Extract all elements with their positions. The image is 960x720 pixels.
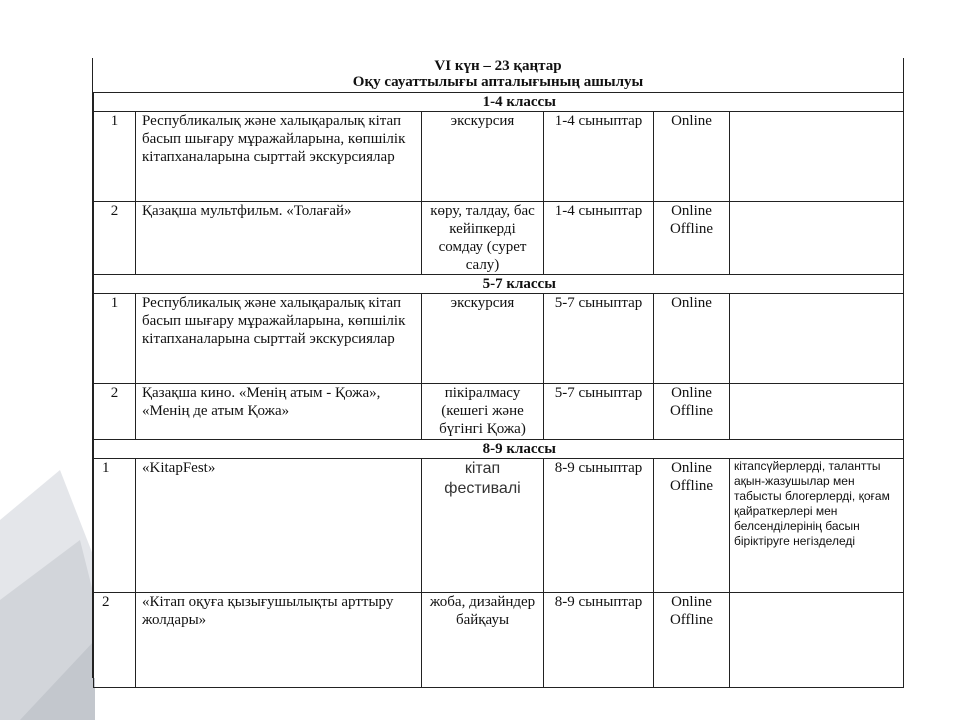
section-header-row bbox=[94, 440, 904, 459]
event-grades: 1-4 сыныптар bbox=[544, 112, 654, 202]
event-name: Қазақша мультфильм. «Толағай» bbox=[136, 202, 422, 275]
event-mode: Online Offline bbox=[654, 202, 730, 275]
event-form: пікіралмасу (кешегі және бүгінгі Қожа) bbox=[422, 384, 544, 440]
event-mode: Online bbox=[654, 294, 730, 384]
event-grades: 5-7 сыныптар bbox=[544, 294, 654, 384]
event-form: көру, талдау, бас кейіпкерді сомдау (сурет салу) bbox=[422, 202, 544, 275]
table-row bbox=[94, 593, 904, 688]
section-header-row bbox=[94, 93, 904, 112]
event-mode: Online bbox=[654, 112, 730, 202]
section-header-row bbox=[94, 275, 904, 294]
table-row bbox=[94, 459, 904, 593]
event-grades: 8-9 сыныптар bbox=[544, 593, 654, 688]
section-title: 5-7 классы bbox=[136, 275, 904, 294]
event-mode: Online Offline bbox=[654, 459, 730, 593]
section-spacer bbox=[94, 275, 136, 294]
event-note: кітапсүйерлерді, талантты ақын-жазушылар мен табысты блогерлерді, қоғам қайраткерлері мен белсенділерінің басын біріктіруге негізделеді bbox=[730, 459, 904, 593]
row-number: 1 bbox=[94, 294, 136, 384]
event-name: Республикалық және халықаралық кітап басып шығару мұражайларына, көпшілік кітапханаларына сырттай экскурсиялар bbox=[136, 112, 422, 202]
event-mode: Online Offline bbox=[654, 593, 730, 688]
table-row bbox=[94, 294, 904, 384]
section-spacer bbox=[94, 93, 136, 112]
event-form: экскурсия bbox=[422, 112, 544, 202]
event-note bbox=[730, 384, 904, 440]
event-grades: 1-4 сыныптар bbox=[544, 202, 654, 275]
week-subtitle: Оқу сауаттылығы апталығының ашылуы bbox=[352, 74, 644, 90]
event-form: жоба, дизайндер байқауы bbox=[422, 593, 544, 688]
event-name: Қазақша кино. «Менің атым - Қожа», «Менің де атым Қожа» bbox=[136, 384, 422, 440]
day-title: VI күн – 23 қаңтар bbox=[434, 58, 562, 74]
section-title: 1-4 классы bbox=[136, 93, 904, 112]
document-header bbox=[93, 58, 903, 90]
section-title: 8-9 классы bbox=[136, 440, 904, 459]
table-row bbox=[94, 202, 904, 275]
event-mode: Online Offline bbox=[654, 384, 730, 440]
event-note bbox=[730, 202, 904, 275]
event-grades: 5-7 сыныптар bbox=[544, 384, 654, 440]
table-row bbox=[94, 112, 904, 202]
event-name: Республикалық және халықаралық кітап басып шығару мұражайларына, көпшілік кітапханаларына сырттай экскурсиялар bbox=[136, 294, 422, 384]
row-number: 2 bbox=[94, 593, 136, 688]
event-form: кітап фестивалі bbox=[422, 459, 544, 593]
event-name: «Кітап оқуға қызығушылықты арттыру жолдары» bbox=[136, 593, 422, 688]
row-number: 1 bbox=[94, 459, 136, 593]
event-name: «KitapFest» bbox=[136, 459, 422, 593]
section-spacer bbox=[94, 440, 136, 459]
event-form: экскурсия bbox=[422, 294, 544, 384]
row-number: 1 bbox=[94, 112, 136, 202]
event-note bbox=[730, 593, 904, 688]
schedule-table bbox=[93, 92, 904, 688]
event-grades: 8-9 сыныптар bbox=[544, 459, 654, 593]
event-note bbox=[730, 294, 904, 384]
table-row bbox=[94, 384, 904, 440]
event-note bbox=[730, 112, 904, 202]
row-number: 2 bbox=[94, 384, 136, 440]
row-number: 2 bbox=[94, 202, 136, 275]
document-page bbox=[92, 58, 904, 678]
